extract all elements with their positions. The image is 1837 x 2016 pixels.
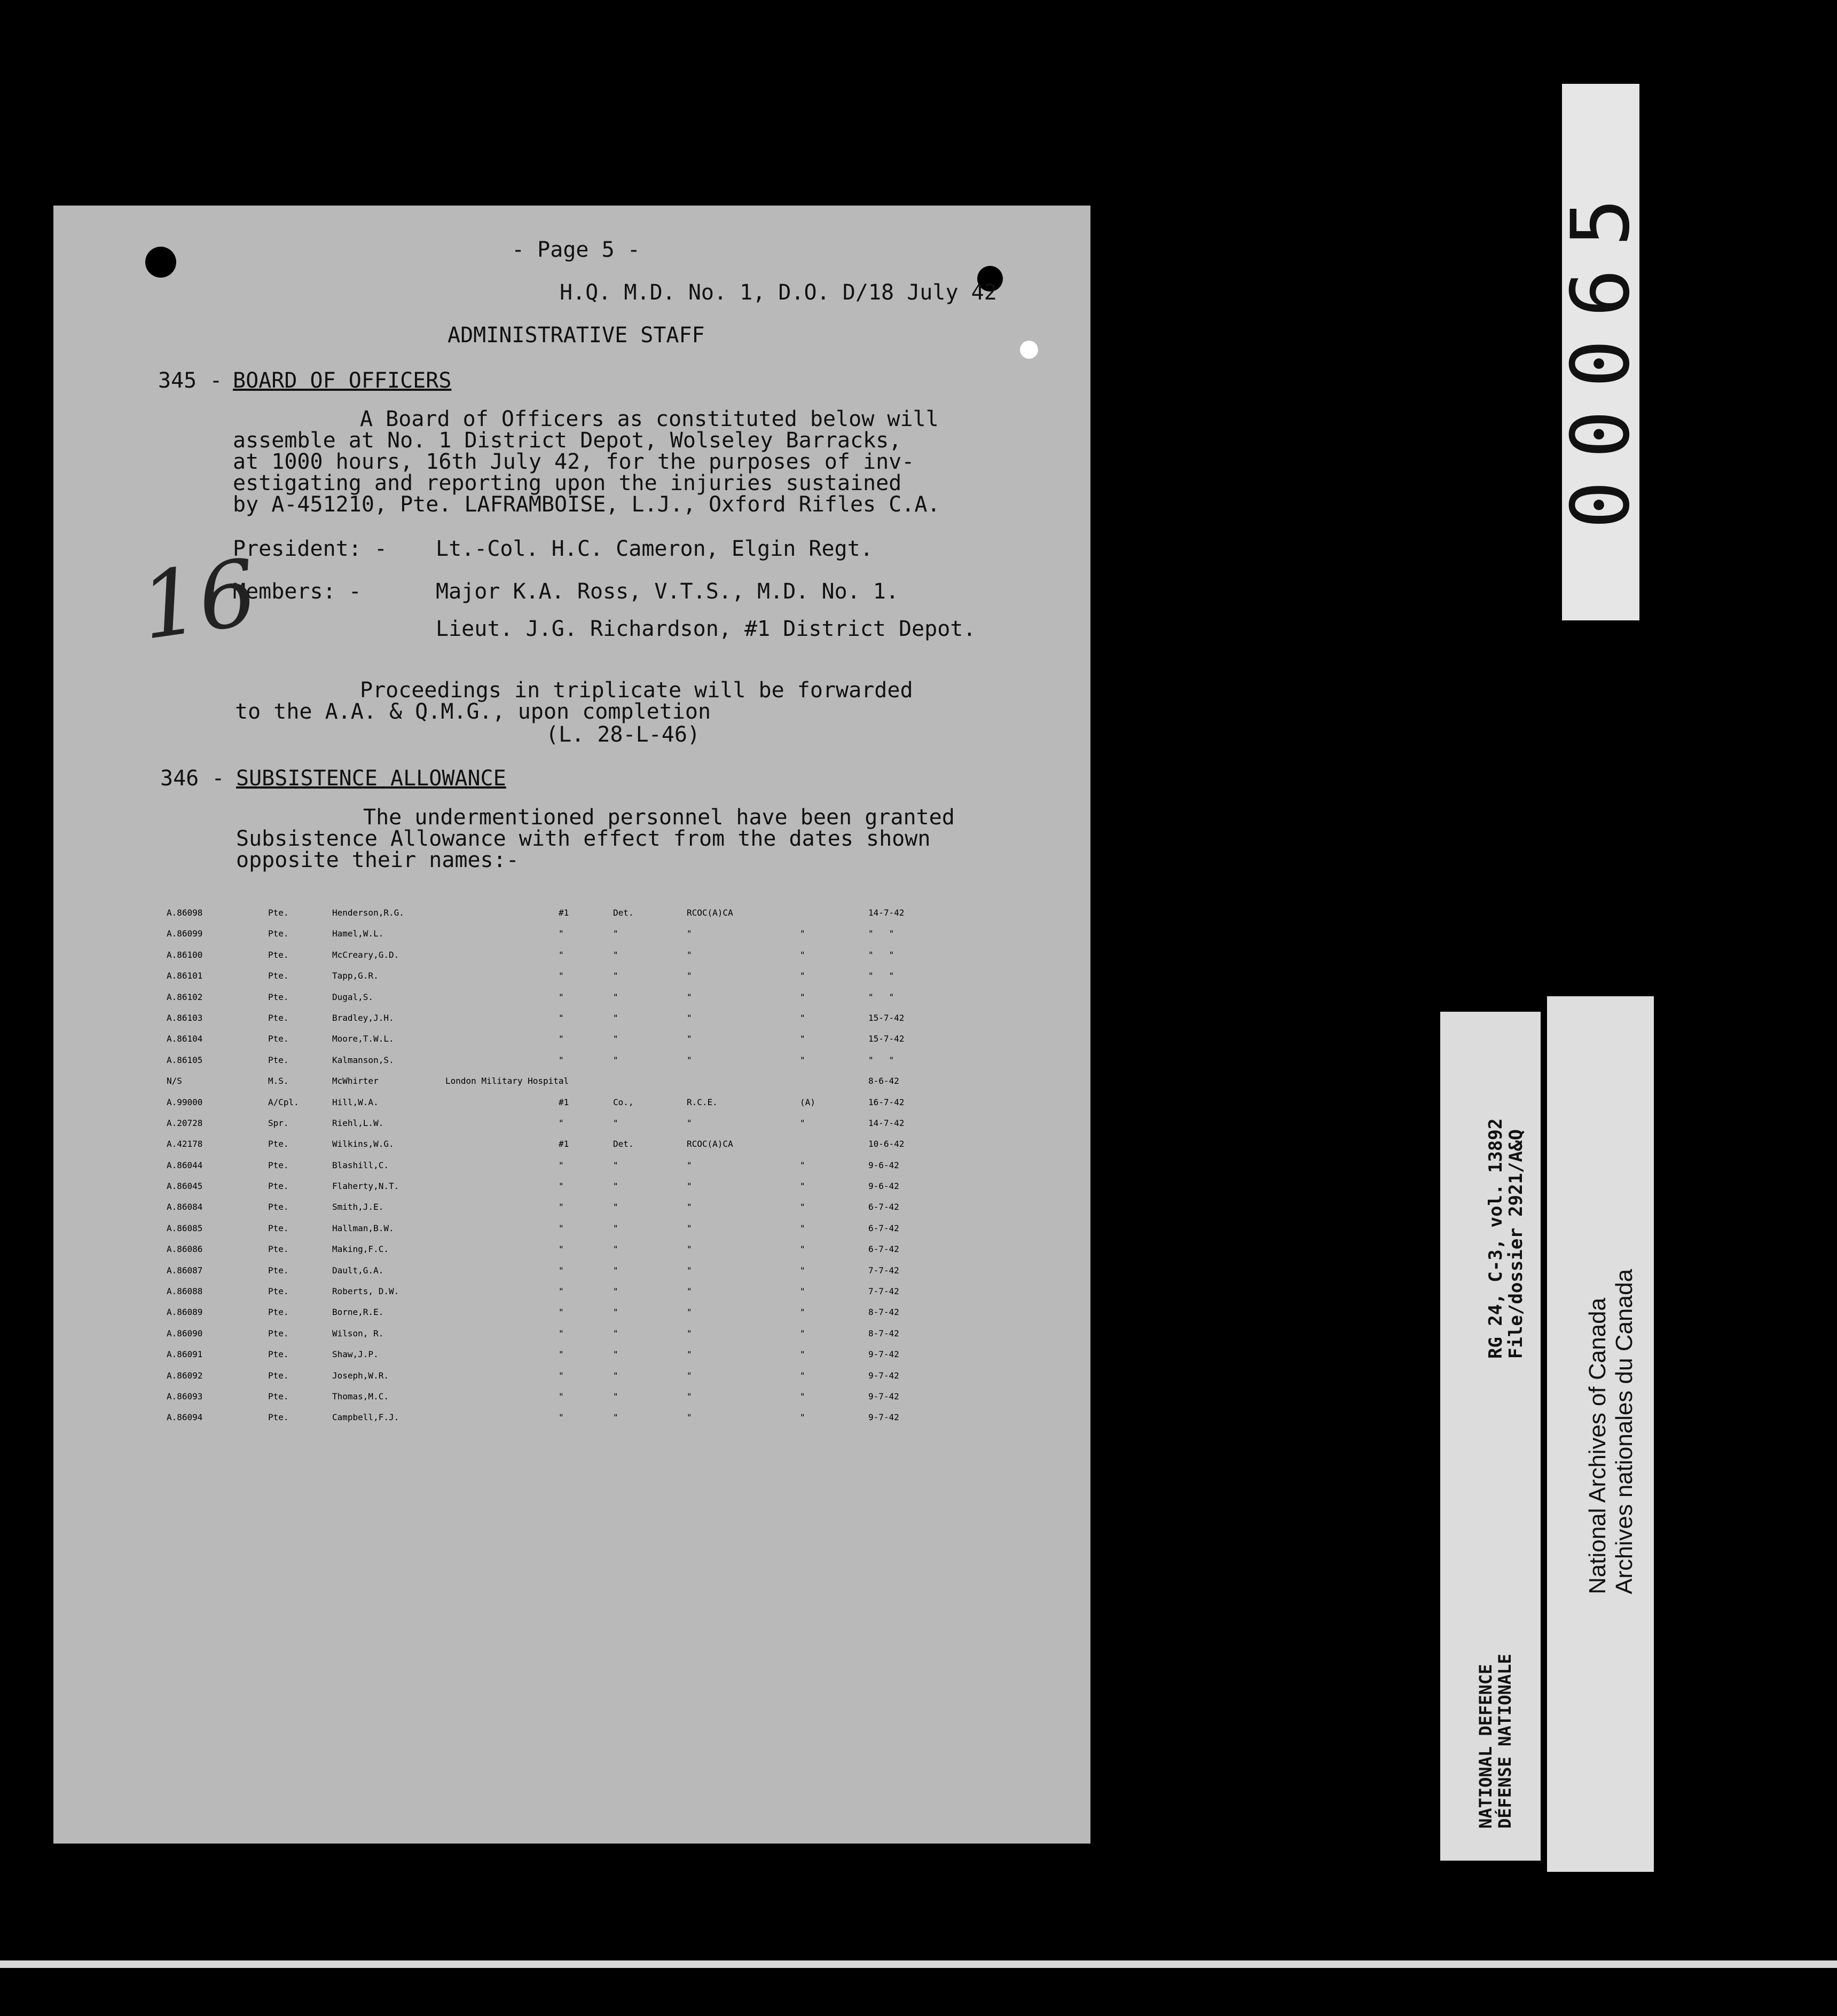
roll-name: Borne,R.E. [332, 1307, 384, 1318]
roll-u2: " [613, 1328, 618, 1338]
roll-u3: " [687, 1391, 692, 1401]
table-row [167, 1155, 994, 1176]
table-row [167, 1344, 994, 1365]
member-2: Lieut. J.G. Richardson, #1 District Depot. [436, 617, 976, 641]
roll-no: A.86101 [167, 971, 203, 981]
roll-u2: " [613, 1160, 618, 1170]
roll-u2: " [613, 1307, 618, 1318]
roll-date: 14-7-42 [868, 1117, 905, 1128]
roll-name: Dugal,S. [332, 991, 374, 1002]
proceedings-text: Proceedings in triplicate will be forwarded to the A.A. & Q.M.G., upon completion [235, 678, 913, 724]
roll-u3: " [687, 1160, 692, 1170]
archives-name-english: National Archives of Canada [1584, 1297, 1611, 1594]
roll-u2: Det. [613, 908, 634, 918]
roll-date: 9-7-42 [868, 1412, 899, 1423]
roll-date: 7-7-42 [868, 1265, 899, 1275]
roll-u1: " [559, 1412, 564, 1423]
roll-u3: " [687, 1034, 692, 1044]
roll-date: 6-7-42 [868, 1202, 899, 1212]
roll-rank: Pte. [268, 1286, 289, 1297]
roll-u2: " [613, 971, 618, 981]
roll-rank: Pte. [268, 1181, 289, 1192]
roll-date: 9-7-42 [868, 1349, 899, 1360]
table-row [167, 1218, 994, 1239]
table-row [167, 1070, 994, 1091]
roll-rank: Pte. [268, 1391, 289, 1401]
table-row [167, 902, 994, 923]
roll-u3: " [687, 1370, 692, 1381]
roll-u4: " [800, 1054, 805, 1065]
roll-u2: " [613, 1202, 618, 1212]
roll-rank: Pte. [268, 908, 289, 918]
roll-u2: " [613, 1223, 618, 1233]
roll-name: McWhirter [332, 1076, 379, 1086]
roll-u1: " [559, 971, 564, 981]
roll-no: A.86085 [167, 1223, 203, 1233]
roll-date: " " [868, 991, 894, 1002]
roll-no: A.86045 [167, 1181, 203, 1192]
frame-number: 00065 [1554, 175, 1647, 529]
roll-name: Campbell,F.J. [332, 1412, 399, 1423]
roll-u3: " [687, 1117, 692, 1128]
table-row [167, 1365, 994, 1386]
roll-u4: " [800, 1012, 805, 1023]
roll-u1: " [559, 1349, 564, 1360]
roll-u2: " [613, 1349, 618, 1360]
white-speck [1020, 341, 1038, 359]
roll-u2: " [613, 1391, 618, 1401]
roll-name: Roberts, D.W. [332, 1286, 399, 1297]
roll-unit: London Military Hospital [445, 1076, 569, 1086]
roll-rank: Spr. [268, 1117, 289, 1128]
roll-u3: " [687, 1307, 692, 1318]
roll-u4: (A) [800, 1097, 815, 1107]
table-row [167, 1113, 994, 1133]
roll-u2: " [613, 1412, 618, 1423]
table-row [167, 1386, 994, 1407]
roll-no: A.86094 [167, 1412, 203, 1423]
document-reference: H.Q. M.D. No. 1, D.O. D/18 July 42 [560, 280, 997, 305]
roll-rank: Pte. [268, 1054, 289, 1065]
order-345-body: A Board of Officers as constituted below will assemble at No. 1 District Depot, Wolseley Barracks, at 1000 hours, 16th July 42, for the purposes of inv- estigating and reporting upon the injuries sustained by A-451210, Pte. LAFRAMBOISE, L.J., Oxford Rifles C.A. [233, 407, 940, 517]
roll-rank: Pte. [268, 1328, 289, 1338]
order-346-body: The undermentioned personnel have been granted Subsistence Allowance with effect from the dates shown opposite their names:- [236, 805, 955, 872]
roll-u3: RCOC(A)CA [687, 908, 733, 918]
order-345-heading: BOARD OF OFFICERS [233, 368, 452, 393]
roll-date: 6-7-42 [868, 1244, 899, 1255]
roll-u3: " [687, 1202, 692, 1212]
roll-u4: " [800, 1117, 805, 1128]
roll-u4: " [800, 1034, 805, 1044]
roll-no: A.86103 [167, 1012, 203, 1023]
roll-name: Making,F.C. [332, 1244, 389, 1255]
roll-name: Kalmanson,S. [332, 1054, 394, 1065]
roll-rank: Pte. [268, 928, 289, 939]
roll-u4: " [800, 971, 805, 981]
roll-rank: Pte. [268, 1012, 289, 1023]
roll-u3: " [687, 1054, 692, 1065]
table-row [167, 1407, 994, 1428]
roll-name: Wilson, R. [332, 1328, 384, 1338]
roll-u1: " [559, 1307, 564, 1318]
roll-rank: M.S. [268, 1076, 289, 1086]
roll-no: A.86090 [167, 1328, 203, 1338]
roll-u4: " [800, 928, 805, 939]
roll-rank: Pte. [268, 1202, 289, 1212]
roll-name: Shaw,J.P. [332, 1349, 379, 1360]
roll-u1: " [559, 991, 564, 1002]
roll-u4: " [800, 1370, 805, 1381]
roll-u1: " [559, 1328, 564, 1338]
roll-u2: " [613, 928, 618, 939]
roll-u1: " [559, 1117, 564, 1128]
roll-u1: " [559, 1223, 564, 1233]
table-row [167, 1007, 994, 1028]
roll-u2: " [613, 1265, 618, 1275]
roll-date: 6-7-42 [868, 1223, 899, 1233]
roll-date: " " [868, 971, 894, 981]
roll-no: A.86088 [167, 1286, 203, 1297]
frame-number-tag [1554, 84, 1647, 620]
roll-u4: " [800, 1202, 805, 1212]
punch-hole-left [145, 247, 176, 278]
roll-name: Thomas,M.C. [332, 1391, 389, 1401]
roll-u3: " [687, 1412, 692, 1423]
roll-u2: " [613, 1012, 618, 1023]
handwritten-folio-number: 16 [134, 539, 264, 661]
roll-no: N/S [167, 1076, 182, 1086]
table-row [167, 1302, 994, 1322]
roll-date: 15-7-42 [868, 1012, 905, 1023]
roll-u1: " [559, 1370, 564, 1381]
roll-u2: " [613, 949, 618, 960]
roll-name: Bradley,J.H. [332, 1012, 394, 1023]
president-name: Lt.-Col. H.C. Cameron, Elgin Regt. [436, 537, 873, 561]
roll-u1: " [559, 1054, 564, 1065]
roll-u2: " [613, 1181, 618, 1192]
roll-u1: " [559, 928, 564, 939]
roll-date: " " [868, 928, 894, 939]
roll-u3: " [687, 928, 692, 939]
roll-rank: Pte. [268, 1412, 289, 1423]
roll-u4: " [800, 949, 805, 960]
roll-u1: #1 [559, 908, 569, 918]
frame-edge-line [0, 1960, 1837, 1968]
roll-rank: Pte. [268, 1307, 289, 1318]
roll-u3: " [687, 991, 692, 1002]
roll-u4: " [800, 1181, 805, 1192]
roll-u2: Det. [613, 1139, 634, 1149]
roll-name: Smith,J.E. [332, 1202, 384, 1212]
table-row [167, 1133, 994, 1154]
table-row [167, 1028, 994, 1049]
roll-u2: " [613, 1244, 618, 1255]
roll-no: A.86102 [167, 991, 203, 1002]
roll-no: A.86098 [167, 908, 203, 918]
roll-u3: " [687, 949, 692, 960]
table-row [167, 944, 994, 965]
roll-date: 16-7-42 [868, 1097, 905, 1107]
roll-u1: " [559, 1202, 564, 1212]
roll-rank: Pte. [268, 1244, 289, 1255]
roll-date: " " [868, 1054, 894, 1065]
roll-no: A.86100 [167, 949, 203, 960]
roll-u1: " [559, 1160, 564, 1170]
roll-u4: " [800, 1286, 805, 1297]
roll-u3: " [687, 1223, 692, 1233]
roll-name: Wilkins,W.G. [332, 1139, 394, 1149]
roll-u3: " [687, 1265, 692, 1275]
table-row [167, 965, 994, 986]
roll-u4: " [800, 1307, 805, 1318]
archive-reference-line2: File/dossier 2921/A&Q [1505, 1129, 1527, 1359]
roll-no: A.86104 [167, 1034, 203, 1044]
roll-rank: A/Cpl. [268, 1097, 299, 1107]
roll-u3: " [687, 1286, 692, 1297]
roll-rank: Pte. [268, 971, 289, 981]
roll-u1: " [559, 1265, 564, 1275]
roll-no: A.20728 [167, 1117, 203, 1128]
table-row [167, 1196, 994, 1217]
president-label: President: - [233, 537, 387, 561]
roll-no: A.86099 [167, 928, 203, 939]
roll-name: McCreary,G.D. [332, 949, 399, 960]
roll-u1: " [559, 1012, 564, 1023]
roll-u3: " [687, 1244, 692, 1255]
roll-u4: " [800, 1265, 805, 1275]
roll-u3: " [687, 971, 692, 981]
roll-u2: " [613, 1054, 618, 1065]
roll-no: A.99000 [167, 1097, 203, 1107]
order-346-number: 346 - [160, 766, 225, 791]
roll-u2: " [613, 1034, 618, 1044]
roll-u3: " [687, 1328, 692, 1338]
roll-u4: " [800, 1244, 805, 1255]
roll-u4: " [800, 1349, 805, 1360]
department-english: NATIONAL DEFENCE [1475, 1664, 1496, 1829]
roll-no: A.86086 [167, 1244, 203, 1255]
roll-name: Tapp,G.R. [332, 971, 379, 981]
roll-u3: " [687, 1181, 692, 1192]
roll-u1: #1 [559, 1139, 569, 1149]
table-row [167, 923, 994, 944]
roll-name: Henderson,R.G. [332, 908, 404, 918]
roll-no: A.86084 [167, 1202, 203, 1212]
roll-u2: " [613, 1286, 618, 1297]
order-346-heading: SUBSISTENCE ALLOWANCE [236, 766, 506, 791]
roll-date: 15-7-42 [868, 1034, 905, 1044]
table-row [167, 1176, 994, 1196]
roll-u4: " [800, 991, 805, 1002]
roll-date: 10-6-42 [868, 1139, 905, 1149]
members-label: Members: - [233, 579, 362, 604]
roll-no: A.86093 [167, 1391, 203, 1401]
roll-name: Riehl,L.W. [332, 1117, 384, 1128]
table-row [167, 1260, 994, 1281]
roll-u3: R.C.E. [687, 1097, 718, 1107]
table-row [167, 1239, 994, 1259]
roll-name: Hill,W.A. [332, 1097, 379, 1107]
roll-no: A.86105 [167, 1054, 203, 1065]
roll-name: Dault,G.A. [332, 1265, 384, 1275]
roll-u2: " [613, 1117, 618, 1128]
roll-u3: " [687, 1012, 692, 1023]
roll-u1: " [559, 1391, 564, 1401]
staff-heading: ADMINISTRATIVE STAFF [448, 323, 705, 348]
roll-rank: Pte. [268, 1265, 289, 1275]
roll-no: A.86092 [167, 1370, 203, 1381]
roll-name: Blashill,C. [332, 1160, 389, 1170]
roll-no: A.86089 [167, 1307, 203, 1318]
table-row [167, 1281, 994, 1302]
roll-date: 8-6-42 [868, 1076, 899, 1086]
roll-u1: " [559, 1034, 564, 1044]
order-345-number: 345 - [158, 368, 223, 393]
roll-date: 8-7-42 [868, 1328, 899, 1338]
roll-rank: Pte. [268, 1223, 289, 1233]
roll-no: A.86044 [167, 1160, 203, 1170]
department-french: DÉFENSE NATIONALE [1495, 1653, 1515, 1829]
roll-u4: " [800, 1391, 805, 1401]
page-header: - Page 5 - [512, 238, 640, 262]
roll-u4: " [800, 1223, 805, 1233]
roll-u1: " [559, 1286, 564, 1297]
roll-date: 9-6-42 [868, 1160, 899, 1170]
file-reference: (L. 28-L-46) [546, 722, 700, 747]
roll-name: Hamel,W.L. [332, 928, 384, 939]
roll-no: A.86091 [167, 1349, 203, 1360]
table-row [167, 1050, 994, 1070]
roll-u2: Co., [613, 1097, 634, 1107]
roll-u1: #1 [559, 1097, 569, 1107]
roll-rank: Pte. [268, 1349, 289, 1360]
roll-u1: " [559, 949, 564, 960]
roll-u4: " [800, 1328, 805, 1338]
subsistence-roll [167, 902, 994, 1428]
member-1: Major K.A. Ross, V.T.S., M.D. No. 1. [436, 579, 899, 604]
roll-rank: Pte. [268, 991, 289, 1002]
roll-u1: " [559, 1181, 564, 1192]
roll-date: 9-7-42 [868, 1391, 899, 1401]
roll-u3: RCOC(A)CA [687, 1139, 733, 1149]
roll-date: 7-7-42 [868, 1286, 899, 1297]
roll-u3: " [687, 1349, 692, 1360]
roll-name: Moore,T.W.L. [332, 1034, 394, 1044]
roll-date: 14-7-42 [868, 908, 905, 918]
archive-reference-card [1440, 1012, 1541, 1861]
roll-date: 9-6-42 [868, 1181, 899, 1192]
table-row [167, 1323, 994, 1344]
roll-name: Flaherty,N.T. [332, 1181, 399, 1192]
roll-rank: Pte. [268, 949, 289, 960]
roll-u4: " [800, 1412, 805, 1423]
roll-u2: " [613, 991, 618, 1002]
table-row [167, 1092, 994, 1113]
roll-rank: Pte. [268, 1370, 289, 1381]
archives-name-french: Archives nationales du Canada [1611, 1269, 1637, 1594]
roll-u4: " [800, 1160, 805, 1170]
roll-date: " " [868, 949, 894, 960]
roll-no: A.42178 [167, 1139, 203, 1149]
archives-label-card [1547, 996, 1654, 1872]
roll-rank: Pte. [268, 1034, 289, 1044]
archive-reference-line1: RG 24, C-3, vol. 13892 [1485, 1118, 1506, 1359]
roll-u2: " [613, 1370, 618, 1381]
roll-date: 8-7-42 [868, 1307, 899, 1318]
roll-name: Hallman,B.W. [332, 1223, 394, 1233]
roll-rank: Pte. [268, 1160, 289, 1170]
roll-u1: " [559, 1244, 564, 1255]
roll-no: A.86087 [167, 1265, 203, 1275]
roll-date: 9-7-42 [868, 1370, 899, 1381]
roll-rank: Pte. [268, 1139, 289, 1149]
roll-name: Joseph,W.R. [332, 1370, 389, 1381]
table-row [167, 987, 994, 1007]
